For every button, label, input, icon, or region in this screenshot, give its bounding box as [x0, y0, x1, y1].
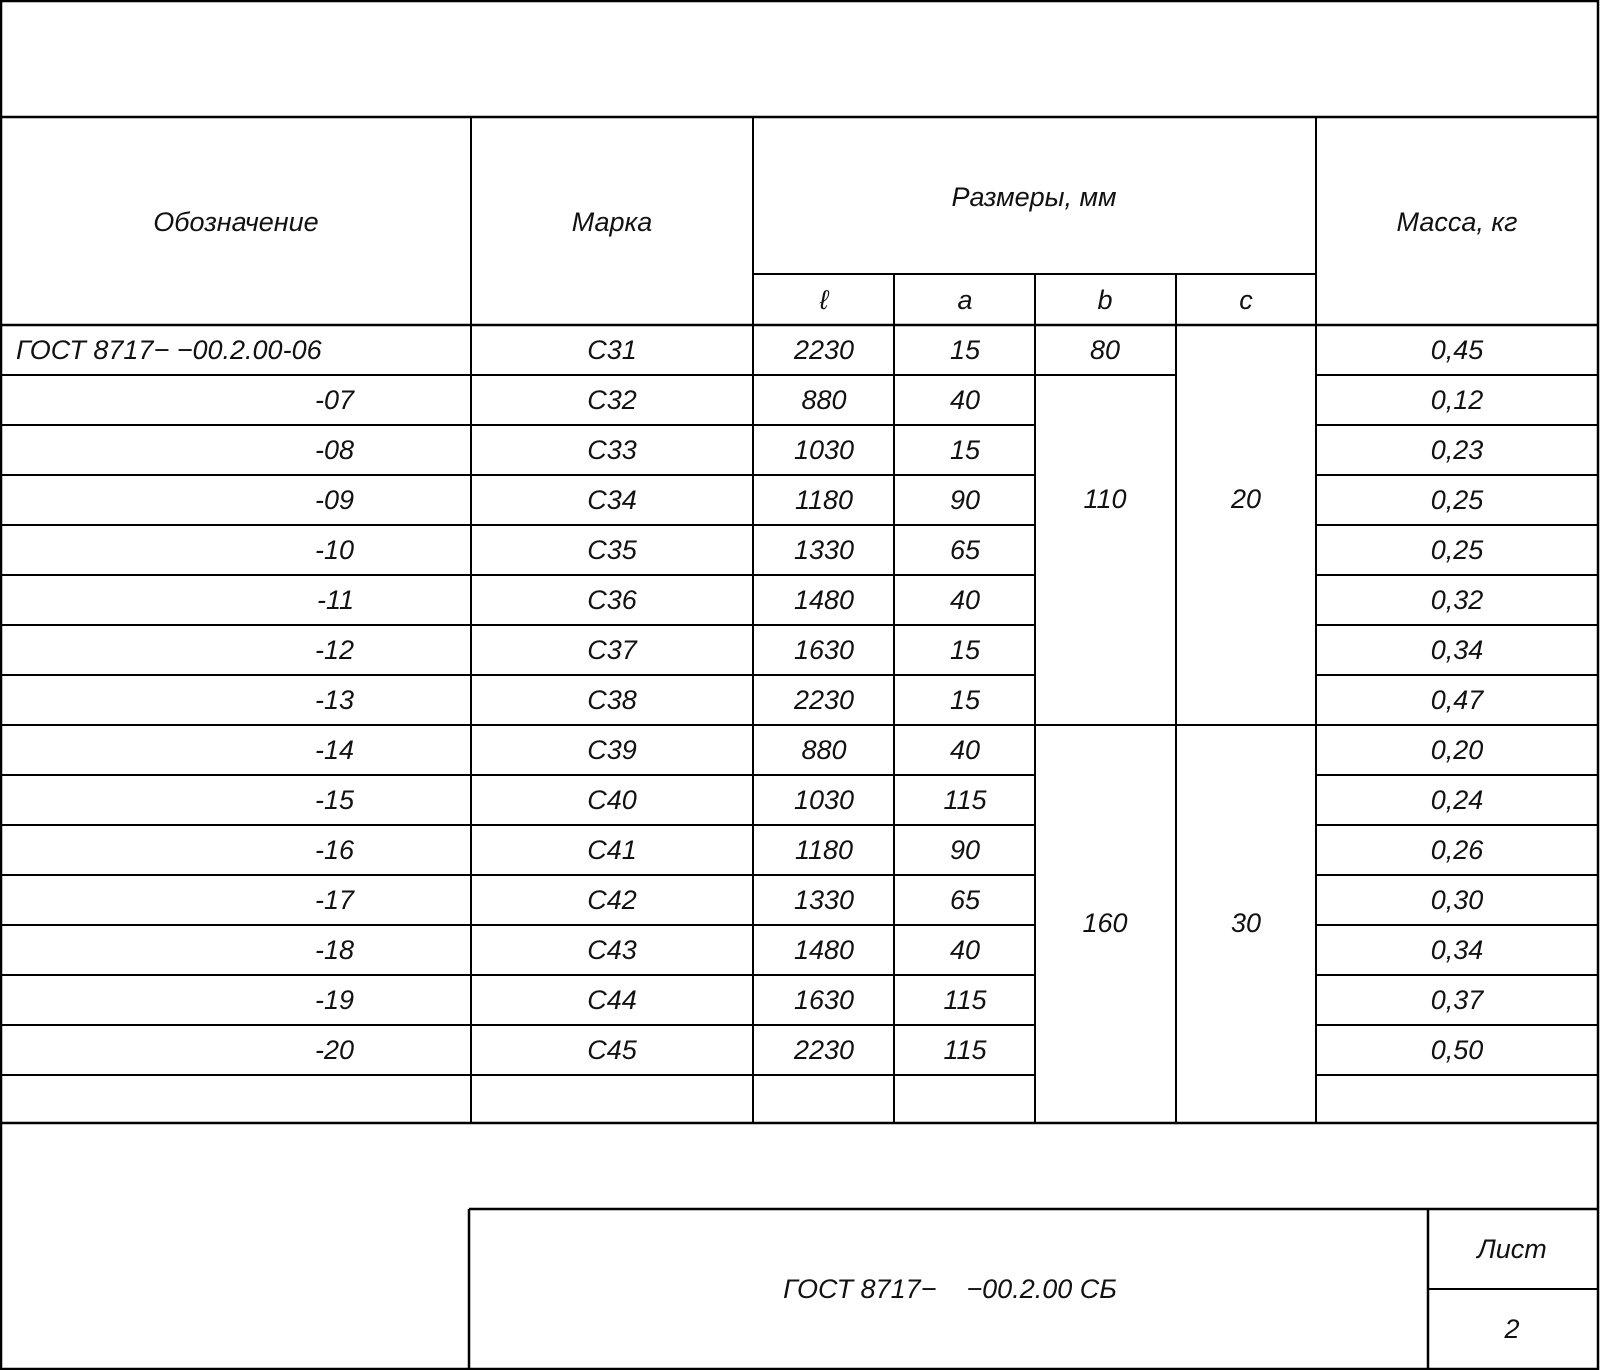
- cell-l: 1480: [793, 935, 855, 965]
- table-row: [315, 885, 1483, 915]
- cell-designation: -12: [314, 635, 354, 665]
- cell-l: 2230: [793, 1035, 855, 1065]
- cell-mass: 0,23: [1430, 435, 1484, 465]
- cell-designation: -16: [314, 835, 354, 865]
- table-row: [315, 735, 1483, 765]
- cell-l: 1330: [793, 535, 855, 565]
- cell-mass: 0,50: [1430, 1035, 1484, 1065]
- cell-a: 40: [949, 385, 981, 415]
- cell-a: 115: [943, 985, 987, 1015]
- cell-mass: 0,34: [1430, 635, 1484, 665]
- cell-designation: -13: [314, 685, 354, 715]
- header-dim-b: b: [1097, 285, 1113, 315]
- cell-mass: 0,24: [1430, 785, 1484, 815]
- cell-a: 15: [949, 435, 981, 465]
- cell-mass: 0,34: [1430, 935, 1484, 965]
- header-dim-c: c: [1239, 285, 1253, 315]
- cell-c-group1: 20: [1230, 484, 1262, 514]
- cell-l: 2230: [793, 685, 855, 715]
- cell-mark: С43: [587, 935, 637, 965]
- cell-mark: С36: [587, 585, 637, 615]
- cell-b-group3: 160: [1082, 908, 1128, 938]
- table-row: [315, 635, 1483, 665]
- table-row: [16, 335, 1484, 365]
- header-mass: Масса, кг: [1396, 207, 1518, 237]
- cell-c-group2: 30: [1230, 908, 1262, 938]
- cell-designation: -15: [314, 785, 354, 815]
- cell-a: 15: [949, 685, 981, 715]
- cell-mark: С37: [587, 635, 637, 665]
- cell-b-group2: 110: [1083, 484, 1127, 514]
- cell-mass: 0,45: [1430, 335, 1484, 365]
- cell-a: 90: [949, 835, 981, 865]
- table-row: [315, 1035, 1483, 1065]
- cell-designation: -19: [314, 985, 354, 1015]
- cell-designation: -17: [314, 885, 354, 915]
- header-mark: Марка: [571, 207, 653, 237]
- cell-l: 1030: [793, 435, 855, 465]
- cell-designation: ГОСТ 8717− −00.2.00-06: [16, 335, 322, 365]
- cell-mark: С32: [587, 385, 637, 415]
- cell-designation: -20: [314, 1035, 354, 1065]
- table-row: [315, 535, 1484, 565]
- cell-a: 40: [949, 935, 981, 965]
- cell-mass: 0,12: [1430, 385, 1484, 415]
- cell-l: 1030: [793, 785, 855, 815]
- cell-mark: С39: [587, 735, 637, 765]
- cell-designation: -11: [316, 585, 354, 615]
- document-code: ГОСТ 8717− −00.2.00 СБ: [783, 1274, 1117, 1304]
- cell-a: 90: [949, 485, 981, 515]
- cell-a: 15: [949, 635, 981, 665]
- table-row: [317, 585, 1483, 615]
- sheet-number: 2: [1504, 1314, 1520, 1344]
- table-row: [315, 685, 1484, 715]
- cell-l: 1330: [793, 885, 855, 915]
- cell-mass: 0,25: [1430, 485, 1484, 515]
- cell-a: 40: [949, 735, 981, 765]
- cell-mark: С41: [587, 835, 637, 865]
- cell-l: 880: [801, 735, 847, 765]
- cell-l: 1480: [793, 585, 855, 615]
- cell-designation: -07: [314, 385, 354, 415]
- cell-designation: -14: [314, 735, 354, 765]
- cell-mass: 0,30: [1430, 885, 1484, 915]
- table-row: [315, 935, 1483, 965]
- cell-l: 880: [801, 385, 847, 415]
- header-dim-l: ℓ: [819, 285, 829, 315]
- cell-mark: С40: [587, 785, 637, 815]
- table-body: [16, 335, 1484, 1065]
- cell-a: 65: [949, 885, 981, 915]
- table-row: [315, 385, 1483, 415]
- cell-l: 1180: [794, 485, 854, 515]
- cell-mark: С44: [587, 985, 637, 1015]
- cell-designation: -08: [314, 435, 354, 465]
- cell-a: 40: [949, 585, 981, 615]
- cell-mark: С35: [587, 535, 637, 565]
- cell-a: 65: [949, 535, 981, 565]
- cell-l: 2230: [793, 335, 855, 365]
- table-row: [315, 485, 1484, 515]
- cell-mass: 0,26: [1430, 835, 1484, 865]
- sheet-label: Лист: [1477, 1234, 1547, 1264]
- cell-mark: С34: [587, 485, 637, 515]
- header-designation: Обозначение: [153, 207, 319, 237]
- table-row: [315, 435, 1483, 465]
- cell-mass: 0,37: [1430, 985, 1484, 1015]
- header-dim-a: a: [957, 285, 973, 315]
- row-lines: [1, 375, 1598, 1075]
- cell-mark: С31: [587, 335, 637, 365]
- cell-l: 1180: [794, 835, 854, 865]
- cell-designation: -09: [314, 485, 354, 515]
- table-row: [315, 985, 1484, 1015]
- table-row: [315, 785, 1483, 815]
- cell-mass: 0,47: [1430, 685, 1484, 715]
- cell-mark: С45: [587, 1035, 637, 1065]
- table-row: [315, 835, 1484, 865]
- cell-mass: 0,25: [1430, 535, 1484, 565]
- cell-l: 1630: [793, 635, 855, 665]
- cell-mark: С42: [587, 885, 637, 915]
- cell-designation: -10: [314, 535, 354, 565]
- cell-a: 15: [949, 335, 981, 365]
- cell-a: 115: [943, 1035, 987, 1065]
- header-dimensions: Размеры, мм: [951, 182, 1117, 212]
- cell-b-group1: 80: [1089, 335, 1121, 365]
- cell-designation: -18: [314, 935, 354, 965]
- cell-mass: 0,32: [1430, 585, 1484, 615]
- cell-mark: С33: [587, 435, 637, 465]
- cell-mark: С38: [587, 685, 637, 715]
- cell-l: 1630: [793, 985, 855, 1015]
- title-block: [469, 1209, 1598, 1369]
- cell-mass: 0,20: [1430, 735, 1484, 765]
- cell-a: 115: [943, 785, 987, 815]
